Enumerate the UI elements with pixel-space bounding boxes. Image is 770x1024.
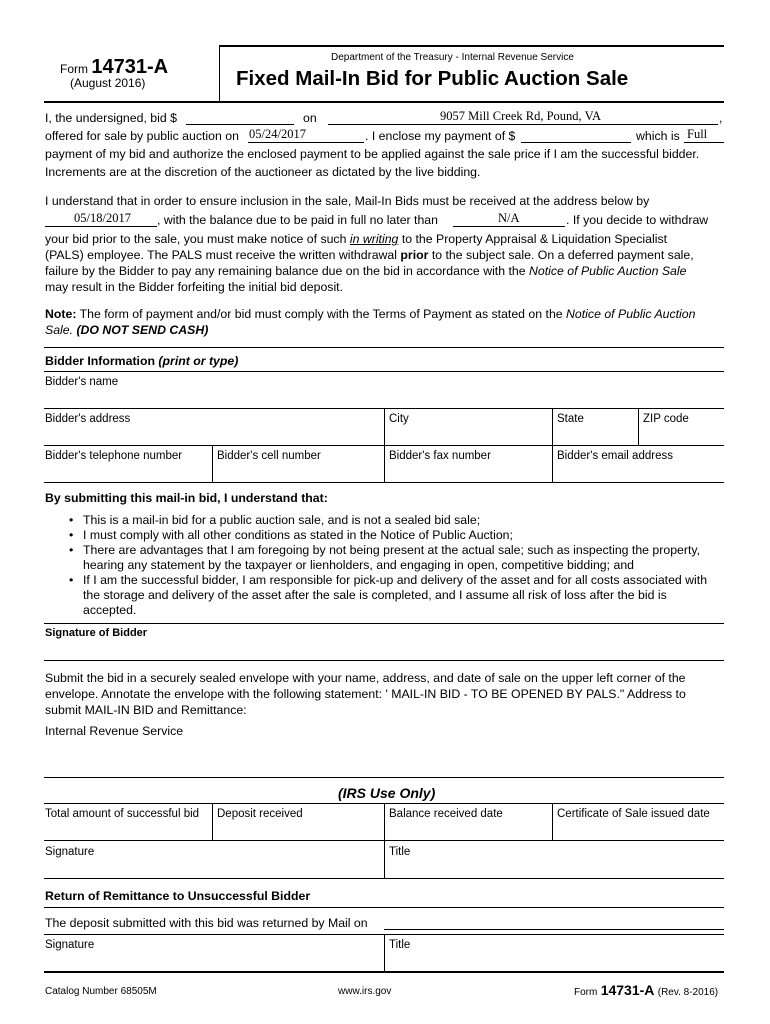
zip-field[interactable] [639,409,724,445]
irs-signature-label: Signature [45,846,95,858]
bidder-address-field[interactable] [44,409,384,445]
rule-after-phone [44,482,724,483]
understand-3b: to the Property Appraisal & Liquidation Specialist [401,232,668,246]
note-label: Note: [45,307,77,321]
notice-text: Notice of Public Auction Sale [529,264,687,278]
prior-text: prior [400,248,429,262]
email-label: Bidder's email address [557,450,673,462]
total-amount-field[interactable] [44,804,211,840]
remittance-signature-label: Signature [45,939,95,951]
bidder-heading-em: (print or type) [158,354,239,368]
intro-comma: , [719,111,723,125]
city-field[interactable] [385,409,551,445]
state-field[interactable] [553,409,637,445]
balance-received-label: Balance received date [389,808,503,820]
bidder-heading-text: Bidder Information [45,354,155,368]
returned-date-field[interactable] [384,915,724,930]
bullet-2: I must comply with all other conditions as stated in the Notice of Public Auction; [83,528,513,542]
understand-4b: to the subject sale. On a deferred payment sale, [431,248,694,262]
bullet-3-line-1: There are advantages that I am foregoing by not being present at the actual sale; such as inspecting the property, [83,543,701,557]
irs-use-heading: (IRS Use Only) [338,785,436,801]
irs-signature-field[interactable] [44,841,384,877]
irs-title-field[interactable] [385,841,724,877]
understand-text-6: may result in the Bidder forfeiting the initial bid deposit. [45,280,344,294]
irs-title-label: Title [389,846,411,858]
bidder-name-field[interactable] [44,372,724,408]
note-line-1 [45,307,695,321]
signature-bottom-rule [44,660,724,661]
certificate-label: Certificate of Sale issued date [557,808,710,820]
list-item [83,573,707,618]
understand-text-5 [45,264,686,278]
submitting-list [69,513,707,618]
rule-after-irs-signature [44,878,724,879]
fax-label: Bidder's fax number [389,450,491,462]
submit-text-2: envelope. Annotate the envelope with the following statement: ' MAIL-IN BID - TO BE OPENED BY PALS." Address to [45,687,686,701]
submit-text-3: submit MAIL-IN BID and Remittance: [45,703,247,717]
agency-name: Department of the Treasury - Internal Revenue Service [331,52,574,63]
property-address-value: 9057 Mill Creek Rd, Pound, VA [440,109,602,123]
list-item [83,543,707,573]
understand-3a: your bid prior to the sale, you must make notice of such [45,232,347,246]
header-top-rule [219,45,724,47]
note-em: Notice of Public Auction [566,307,696,321]
phone-label: Bidder's telephone number [45,450,183,462]
remittance-title-field[interactable] [385,935,724,971]
submit-text-1: Submit the bid in a securely sealed envelope with your name, address, and date of sale on the upper left corner of the [45,671,686,685]
list-item [83,528,707,543]
understand-text-1: I understand that in order to ensure inclusion in the sale, Mail-In Bids must be received at the address below by [45,194,650,208]
understand-4a: (PALS) employee. The PALS must receive the written withdrawal [45,248,397,262]
understand-text-4 [45,248,694,262]
payment-type-value: Full [687,127,708,141]
no-cash-text: (DO NOT SEND CASH) [76,323,209,337]
bidder-heading [45,354,238,368]
cell-field[interactable] [213,446,383,482]
intro-text-on: on [303,111,317,125]
footer-form-id [574,982,718,998]
footer-top-rule [44,971,724,973]
understand-5a: failure by the Bidder to pay any remaining balance due on the bid in accordance with the [45,264,526,278]
bullet-4-line-2: the storage and delivery of the asset after the sale is completed, and I assume all risk of loss after the bid is [83,588,667,602]
bidder-address-label: Bidder's address [45,413,131,425]
total-amount-label: Total amount of successful bid [45,808,200,820]
intro-text-which: which is [636,129,680,143]
form-date: (August 2016) [70,76,146,90]
footer-form-word: Form [574,987,598,998]
zip-label: ZIP code [643,413,689,425]
footer-rev: (Rev. 8-2016) [657,987,719,998]
form-number: 14731-A [91,56,169,78]
phone-field[interactable] [44,446,211,482]
intro-text-enclose: . I enclose my payment of $ [365,129,516,143]
list-item [83,513,707,528]
signature-of-bidder-field[interactable] [44,624,724,660]
note-line-2 [45,323,208,337]
certificate-field[interactable] [553,804,724,840]
irs-url: www.irs.gov [338,986,392,997]
remittance-heading-rule [44,907,724,908]
bullet-3-line-2: hearing any statement by the taxpayer or lienholders, and engaging in open, competitive bidding; and [83,558,634,572]
bullet-4-line-1: If I am the successful bidder, I am responsible for pick-up and delivery of the asset and for all costs associated with [83,573,708,587]
understand-text-3 [45,232,667,246]
bullet-4-line-3: accepted. [83,603,137,617]
deposit-received-field[interactable] [213,804,383,840]
bullet-1: This is a mail-in bid for a public auction sale, and is not a sealed bid sale; [83,513,481,527]
footer-form-number: 14731-A [600,982,655,998]
city-label: City [389,413,409,425]
fax-field[interactable] [385,446,551,482]
sale-date-value: 05/24/2017 [249,127,306,141]
balance-date-value: N/A [498,211,520,225]
in-writing-text: in writing [349,232,399,246]
remittance-heading: Return of Remittance to Unsuccessful Bidder [45,889,311,903]
signature-of-bidder-label: Signature of Bidder [45,627,148,639]
deposit-received-label: Deposit received [217,808,303,820]
note-text: The form of payment and/or bid must comply with the Terms of Payment as stated on the [79,307,563,321]
state-label: State [557,413,584,425]
irs-address-text: Internal Revenue Service [45,724,184,738]
catalog-number: Catalog Number 68505M [45,986,157,997]
bidder-top-rule [44,347,724,348]
form-word: Form [60,62,88,76]
intro-text-payment: payment of my bid and authorize the enclosed payment to be applied against the sale price if I am the successful bidder. [45,147,700,161]
receive-date-value: 05/18/2017 [74,211,131,225]
remittance-signature-field[interactable] [44,935,384,971]
understand-text-2a: , with the balance due to be paid in full no later than [157,213,438,227]
balance-received-field[interactable] [385,804,551,840]
header-divider [219,46,220,102]
intro-text-offered: offered for sale by public auction on [45,129,239,143]
cell-label: Bidder's cell number [217,450,321,462]
page-title: Fixed Mail-In Bid for Public Auction Sale [236,67,629,90]
submitting-heading: By submitting this mail-in bid, I understand that: [45,491,328,505]
header-bottom-rule [44,101,724,103]
bidder-name-label: Bidder's name [45,376,119,388]
payment-amount-field[interactable] [521,128,631,143]
understand-text-2b: . If you decide to withdraw [566,213,709,227]
email-field[interactable] [553,446,724,482]
remittance-title-label: Title [389,939,411,951]
intro-text-increments: Increments are at the discretion of the auctioneer as dictated by the live bidding. [45,165,481,179]
note-sale-em: Sale. [45,323,74,337]
bid-amount-field[interactable] [186,110,294,125]
returned-text: The deposit submitted with this bid was returned by Mail on [45,916,368,930]
intro-text-bid: I, the undersigned, bid $ [45,111,177,125]
irs-use-top-rule [44,777,724,778]
